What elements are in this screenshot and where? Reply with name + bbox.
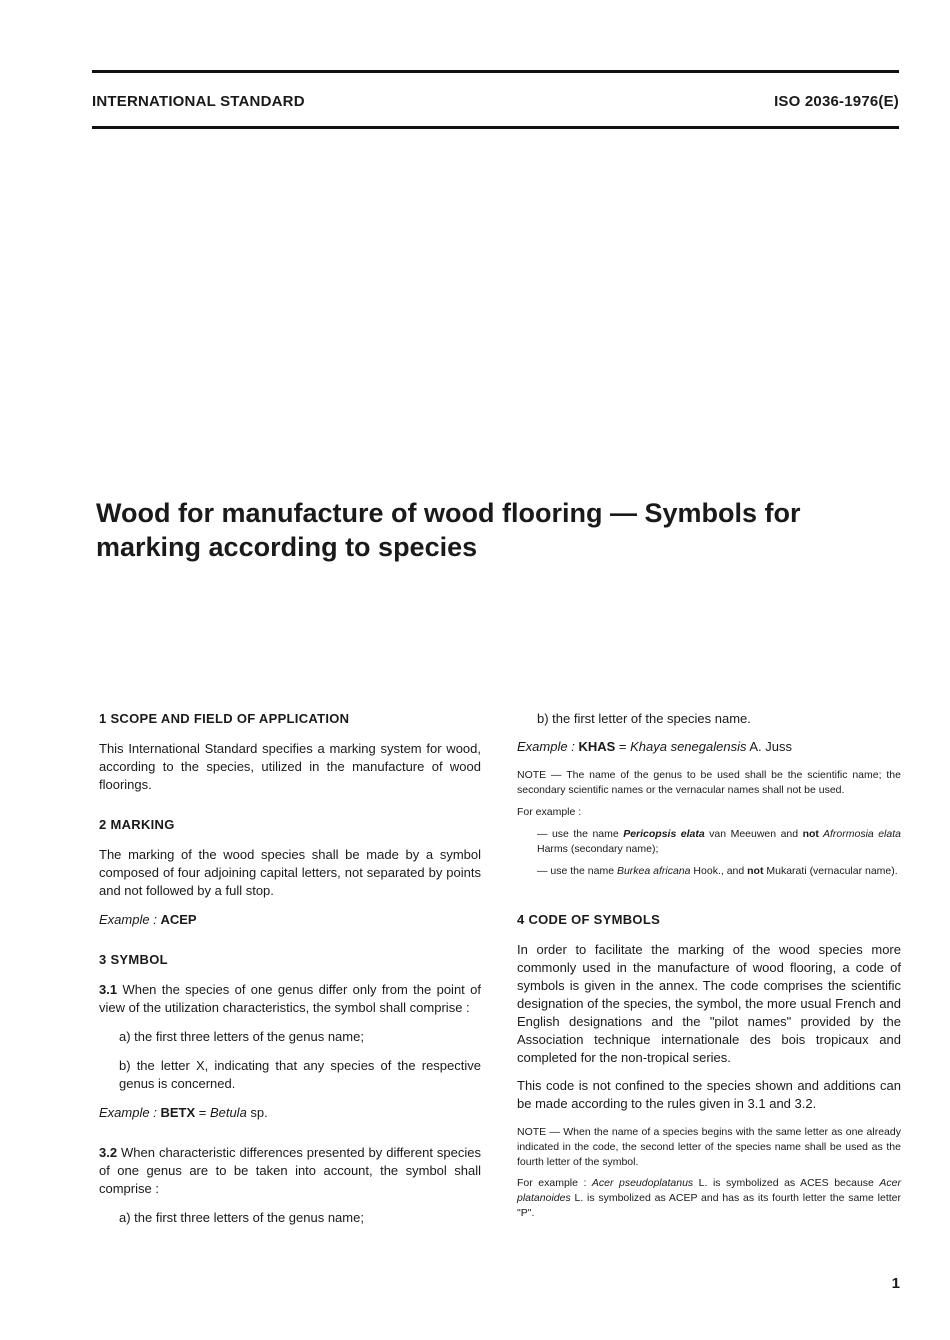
species-name-2: Acer platanoides xyxy=(517,1177,901,1204)
clause-3-1-example xyxy=(99,1104,481,1122)
example-equals: = xyxy=(615,739,631,754)
note-fourth-letter-example xyxy=(517,1176,901,1221)
example-genus: Betula xyxy=(209,1105,247,1120)
species-name: Burkea africana xyxy=(616,865,691,877)
clause-3-1-body: When the species of one genus differ only from the point of view of the utilization characteristics, the symbol shall comprise : xyxy=(99,982,481,1015)
example-suffix: sp. xyxy=(246,1105,268,1120)
note-example-2 xyxy=(517,864,901,879)
clause-3-1-item-a: a) the first three letters of the genus name; xyxy=(119,1029,364,1044)
document-title: Wood for manufacture of wood flooring — Symbols for marking according to species xyxy=(96,498,801,562)
section-4-heading: 4 CODE OF SYMBOLS xyxy=(517,912,661,927)
section-2-body: The marking of the wood species shall be made by a symbol composed of four adjoining capital letters, not separated by points and not followed by a full stop. xyxy=(99,847,481,898)
section-2-example xyxy=(99,911,481,929)
suffix-text: Mukarati (vernacular name). xyxy=(763,865,898,877)
clause-3-2-number: 3.2 xyxy=(99,1145,118,1160)
section-4-body-2: This code is not confined to the species shown and additions can be made according to the rules given in 3.1 and 3.2. xyxy=(517,1078,901,1111)
clause-3-2-example xyxy=(517,738,901,756)
connector-text: Hook., and xyxy=(690,865,748,877)
right-column xyxy=(517,710,901,1221)
example-symbol: BETX xyxy=(160,1105,196,1120)
clause-3-1-item-b: b) the letter X, indicating that any species of the respective genus is concerned. xyxy=(119,1058,481,1091)
not-keyword: not xyxy=(802,828,819,840)
example-label: Example : xyxy=(99,912,157,927)
dash-prefix: — use the name xyxy=(537,865,617,877)
note-genus-name: NOTE — The name of the genus to be used shall be the scientific name; the secondary scientific names or the vernacular names shall not be used. xyxy=(517,769,901,796)
not-keyword: not xyxy=(747,865,764,877)
species-name: Pericopsis elata xyxy=(623,828,705,840)
example-species: Khaya senegalensis xyxy=(630,739,747,754)
header-bottom-rule xyxy=(92,126,899,129)
for-example-prefix: For example : xyxy=(517,1177,592,1189)
section-1-heading: 1 SCOPE AND FIELD OF APPLICATION xyxy=(99,711,350,726)
suffix-text: Harms (secondary name); xyxy=(537,843,659,855)
note-example-1 xyxy=(517,827,901,857)
clause-3-2 xyxy=(99,1144,481,1198)
header-top-rule xyxy=(92,70,899,73)
example-symbol: ACEP xyxy=(160,912,197,927)
example-symbol: KHAS xyxy=(578,739,616,754)
document-number: ISO 2036-1976(E) xyxy=(774,93,899,110)
dash-prefix: — use the name xyxy=(537,828,624,840)
example-author: A. Juss xyxy=(746,739,792,754)
connector-text: L. is symbolized as ACES because xyxy=(693,1177,880,1189)
page-number: 1 xyxy=(891,1275,900,1292)
clause-3-1 xyxy=(99,981,481,1017)
note-for-example-label: For example : xyxy=(517,806,582,818)
section-4-body-1: In order to facilitate the marking of the wood species more commonly used in the manufacture of wood flooring, a code of symbols is given in the annex. The code comprises the scientific designation of the species, the symbol, the more usual French and English designations and the "pilot names" provided by the Association technique internationale des bois tropicaux and completed for the non-tropical series. xyxy=(517,942,901,1065)
section-1-body: This International Standard specifies a marking system for wood, according to the species, utilized in the manufacture of wood floorings. xyxy=(99,741,481,792)
example-label: Example : xyxy=(517,739,575,754)
clause-3-2-body: When characteristic differences presented by different species of one genus are to be taken into account, the symbol shall comprise : xyxy=(99,1145,481,1196)
suffix-text: L. is symbolized as ACEP and has as its fourth letter the same letter "P". xyxy=(517,1192,901,1219)
standard-label: INTERNATIONAL STANDARD xyxy=(92,93,305,110)
clause-3-1-number: 3.1 xyxy=(99,982,118,997)
species-name-2: Afrormosia elata xyxy=(818,828,901,840)
section-3-heading: 3 SYMBOL xyxy=(99,952,168,967)
example-label: Example : xyxy=(99,1105,157,1120)
section-2-heading: 2 MARKING xyxy=(99,817,175,832)
species-name: Acer pseudoplatanus xyxy=(591,1177,694,1189)
note-fourth-letter: NOTE — When the name of a species begins with the same letter as one already indicated in the code, the second letter of the species name shall be used as the fourth letter of the symbol. xyxy=(517,1126,901,1168)
clause-3-2-item-b: b) the first letter of the species name. xyxy=(537,711,751,726)
left-column xyxy=(99,710,481,1227)
clause-3-2-item-a: a) the first three letters of the genus name; xyxy=(119,1210,364,1225)
example-equals: = xyxy=(195,1105,210,1120)
connector-text: van Meeuwen and xyxy=(704,828,803,840)
